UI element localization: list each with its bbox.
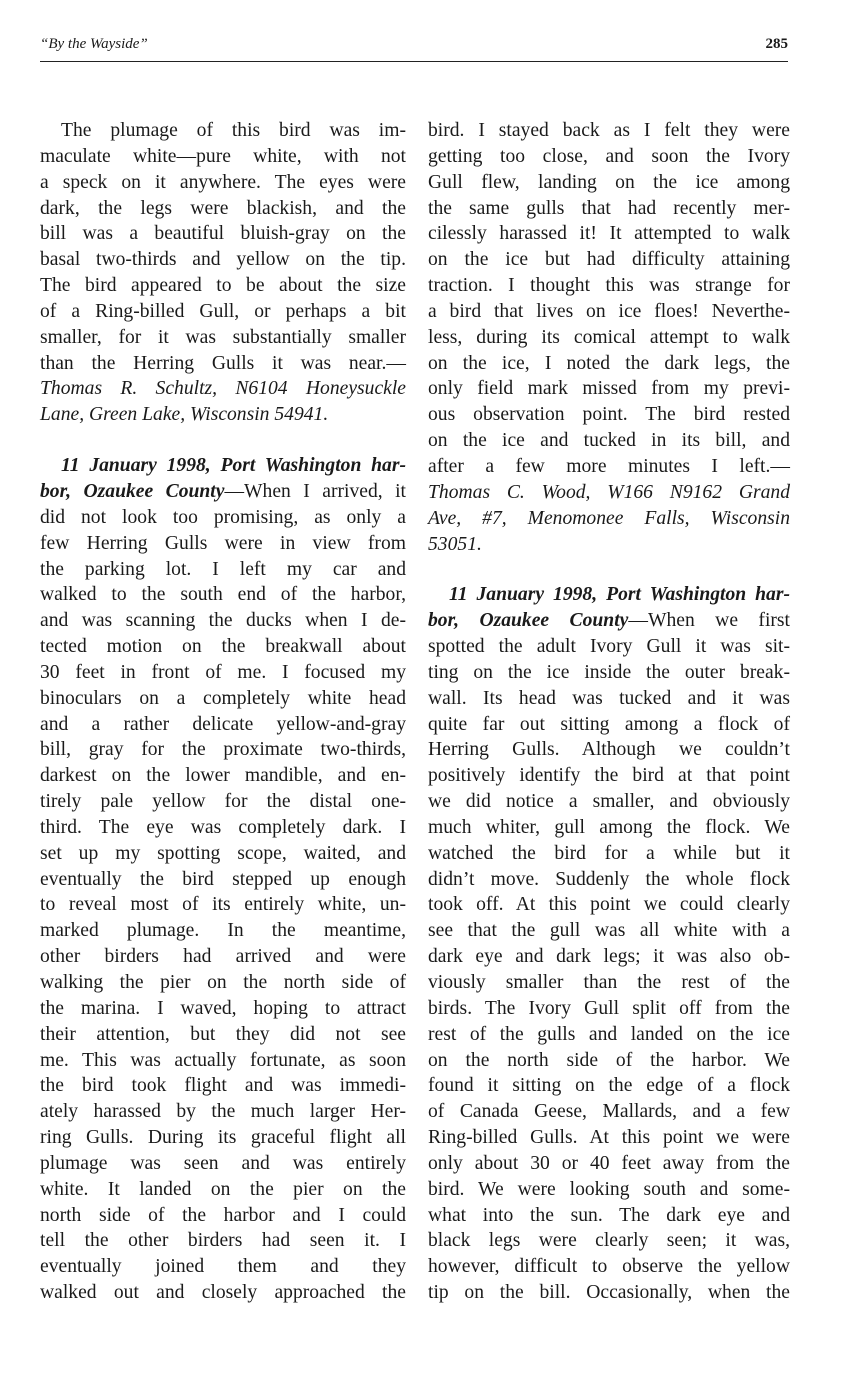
text-line: walking the pier on the north side of xyxy=(40,972,406,993)
report-heading: 11 January 1998, Port Washington har- xyxy=(449,584,790,606)
text-line: bird. I stayed back as I felt they were xyxy=(428,120,790,141)
text-line: positively identify the bird at that point xyxy=(428,765,790,787)
text-line: less, during its comical attempt to walk xyxy=(428,326,790,348)
text-line: ring Gulls. During its graceful flight all xyxy=(40,1127,406,1149)
text-line: spotted the adult Ivory Gull it was sit- xyxy=(428,636,790,658)
text-line: Ring-billed Gulls. At this point we were xyxy=(428,1127,790,1149)
text-line: The plumage of this bird was im- xyxy=(61,120,406,141)
paragraph-continuation xyxy=(428,118,790,557)
text-line: bill was a beautiful bluish-gray on the xyxy=(40,223,406,245)
text-line: maculate white—pure white, with not xyxy=(40,145,406,167)
text-line: ting on the ice inside the outer break- xyxy=(428,661,790,683)
text-line: walked out and closely approached the xyxy=(40,1282,406,1304)
text-line: darkest on the lower mandible, and en- xyxy=(40,765,406,787)
text-line: on the north side of the harbor. We xyxy=(428,1049,790,1071)
page-header xyxy=(40,34,788,60)
author-signature: Thomas C. Wood, W166 N9162 Grand xyxy=(428,481,790,503)
text-line: north side of the harbor and I could xyxy=(40,1204,406,1226)
paragraph-report-3 xyxy=(428,582,790,1306)
report-heading-line: bor, Ozaukee County—When we first xyxy=(428,610,790,632)
text-line: The bird appeared to be about the size xyxy=(40,275,406,297)
text-line: found it sitting on the edge of a flock xyxy=(428,1075,790,1097)
text-line: binoculars on a completely white head xyxy=(40,687,406,709)
text-line: ous observation point. The bird rested xyxy=(428,404,790,426)
text-line: a speck on it anywhere. The eyes were xyxy=(40,171,406,193)
header-rule xyxy=(40,61,788,62)
text-line: dark eye and dark legs; it was also ob- xyxy=(428,946,790,968)
text-line: eventually joined them and they xyxy=(40,1256,406,1278)
text-line: wall. Its head was tucked and it was xyxy=(428,687,790,709)
text-line: and was scanning the ducks when I de- xyxy=(40,610,406,632)
text-line: however, difficult to observe the yellow xyxy=(428,1256,790,1278)
text-line: eventually the bird stepped up enough xyxy=(40,868,406,890)
text-line: their attention, but they did not see xyxy=(40,1023,406,1045)
text-line: the same gulls that had recently mer- xyxy=(428,197,790,219)
text-line: we did notice a smaller, and obviously xyxy=(428,791,790,813)
text-line: black legs were clearly seen; it was, xyxy=(428,1230,790,1252)
text-line: set up my spotting scope, waited, and xyxy=(40,842,406,864)
text-line: only about 30 or 40 feet away from the xyxy=(428,1152,790,1174)
text-line: birds. The Ivory Gull split off from the xyxy=(428,997,790,1019)
text-line: viously smaller than the rest of the xyxy=(428,972,790,993)
author-signature: Thomas R. Schultz, N6104 Honeysuckle xyxy=(40,378,406,400)
text-line: walked to the south end of the harbor, xyxy=(40,584,406,606)
author-signature: Lane, Green Lake, Wisconsin 54941. xyxy=(40,404,329,426)
text-line: third. The eye was completely dark. I xyxy=(40,816,406,838)
text-line: the marina. I waved, hoping to attract xyxy=(40,997,406,1019)
text-line: took off. At this point we could clearly xyxy=(428,894,790,916)
text-line: much whiter, gull among the flock. We xyxy=(428,816,790,838)
text-line: marked plumage. In the meantime, xyxy=(40,920,406,942)
page-number: 285 xyxy=(765,36,788,52)
text-line: tip on the bill. Occasionally, when the xyxy=(428,1282,790,1304)
text-line: 30 feet in front of me. I focused my xyxy=(40,661,406,683)
text-line: tirely pale yellow for the distal one- xyxy=(40,791,406,813)
text-line: did not look too promising, as only a xyxy=(40,506,406,528)
text-line: ately harassed by the much larger Her- xyxy=(40,1101,406,1123)
text-line: to reveal most of its entirely white, un- xyxy=(40,894,406,916)
running-head: “By the Wayside” xyxy=(40,36,148,52)
text-line: the parking lot. I left my car and xyxy=(40,558,406,580)
text-line: see that the gull was all white with a xyxy=(428,920,790,942)
text-line: few Herring Gulls were in view from xyxy=(40,532,406,554)
text-line: only field mark missed from my previ- xyxy=(428,378,790,400)
paragraph-report-2 xyxy=(40,453,406,1306)
right-column xyxy=(428,118,790,1306)
text-line: bill, gray for the proximate two-thirds, xyxy=(40,739,406,761)
report-heading: 11 January 1998, Port Washington har- xyxy=(61,455,406,477)
text-line: basal two-thirds and yellow on the tip. xyxy=(40,249,406,271)
text-line: of a Ring-billed Gull, or perhaps a bit xyxy=(40,300,406,322)
text-line: didn’t move. Suddenly the whole flock xyxy=(428,868,790,890)
text-line: getting too close, and soon the Ivory xyxy=(428,145,790,167)
text-line: what into the sun. The dark eye and xyxy=(428,1204,790,1226)
text-line: the bird took flight and was immedi- xyxy=(40,1075,406,1097)
text-line: Herring Gulls. Although we couldn’t xyxy=(428,739,790,761)
text-line: smaller, for it was substantially smaller xyxy=(40,326,406,348)
text-line: after a few more minutes I left.— xyxy=(428,455,790,477)
text-line: than the Herring Gulls it was near.— xyxy=(40,352,406,374)
text-line: tell the other birders had seen it. I xyxy=(40,1230,406,1252)
author-signature: 53051. xyxy=(428,533,482,555)
text-line: traction. I thought this was strange for xyxy=(428,275,790,297)
text-line: and a rather delicate yellow-and-gray xyxy=(40,713,406,735)
text-line: Gull flew, landing on the ice among xyxy=(428,171,790,193)
text-line: plumage was seen and was entirely xyxy=(40,1152,406,1174)
author-signature: Ave, #7, Menomonee Falls, Wisconsin xyxy=(428,507,790,529)
text-line: me. This was actually fortunate, as soon xyxy=(40,1049,406,1071)
left-column xyxy=(40,118,406,1306)
paragraph-plumage xyxy=(40,118,406,428)
text-line: tected motion on the breakwall about xyxy=(40,636,406,658)
text-line: of Canada Geese, Mallards, and a few xyxy=(428,1101,790,1123)
text-line: watched the bird for a while but it xyxy=(428,842,790,864)
text-line: rest of the gulls and landed on the ice xyxy=(428,1023,790,1045)
report-heading-line: bor, Ozaukee County—When I arrived, it xyxy=(40,480,406,502)
text-line: white. It landed on the pier on the xyxy=(40,1178,406,1200)
text-line: dark, the legs were blackish, and the xyxy=(40,197,406,219)
text-line: a bird that lives on ice floes! Neverthe- xyxy=(428,300,790,322)
text-line: other birders had arrived and were xyxy=(40,946,406,968)
text-line: cilessly harassed it! It attempted to walk xyxy=(428,223,790,245)
text-line: bird. We were looking south and some- xyxy=(428,1178,790,1200)
text-line: on the ice and tucked in its bill, and xyxy=(428,430,790,452)
text-line: quite far out sitting among a flock of xyxy=(428,713,790,735)
text-line: on the ice, I noted the dark legs, the xyxy=(428,352,790,374)
text-line: on the ice but had difficulty attaining xyxy=(428,249,790,271)
